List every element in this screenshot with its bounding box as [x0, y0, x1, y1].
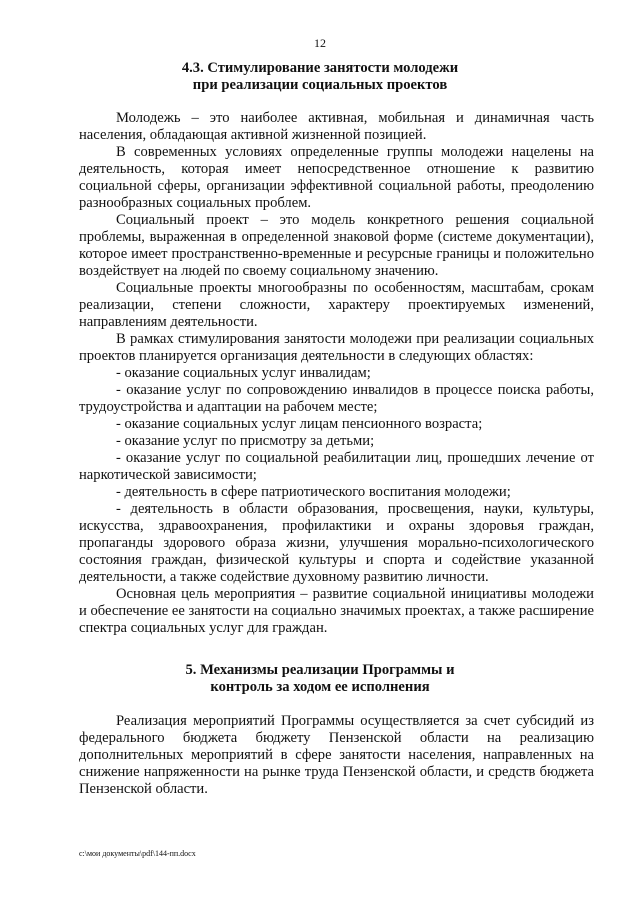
file-path-footer: c:\мои документы\pdf\144-пп.docx [79, 849, 196, 858]
list-item: - оказание социальных услуг лицам пенсионного возраста; [116, 416, 483, 432]
section-heading-4-3 [0, 60, 640, 94]
section-title-line-1: 5. Механизмы реализации Программы и [185, 662, 455, 678]
section-body-5 [79, 713, 594, 798]
paragraph: Реализация мероприятий Программы осуществляется за счет субсидий из федерального бюджета бюджету Пензенской области на реализацию дополнительных мероприятий в сфере занятости населения, направленных на снижение напряженности на рынке труда Пензенской области, и средств бюджета Пензенской области. [79, 713, 594, 797]
page-number: 12 [314, 36, 326, 50]
paragraph: В рамках стимулирования занятости молодежи при реализации социальных проектов планируется организация деятельности в следующих областях: [79, 331, 594, 364]
section-body-4-3 [79, 110, 594, 637]
list-item: - деятельность в области образования, просвещения, науки, культуры, искусства, здравоохранения, профилактики и охраны здоровья граждан, пропаганды здорового образа жизни, улучшения морально-психологического состояния граждан, физической культуры и спорта и содействие указанной деятельности, а также содействие духовному развитию личности. [79, 501, 594, 585]
paragraph: Социальные проекты многообразны по особенностям, масштабам, срокам реализации, степени сложности, характеру проектируемых изменений, направлениям деятельности. [79, 280, 594, 330]
section-title-line-2: контроль за ходом ее исполнения [210, 679, 430, 695]
list-item: - деятельность в сфере патриотического воспитания молодежи; [116, 484, 511, 500]
paragraph: Молодежь – это наиболее активная, мобильная и динамичная часть населения, обладающая активной жизненной позицией. [79, 110, 594, 143]
list-item: - оказание социальных услуг инвалидам; [116, 365, 371, 381]
list-item: - оказание услуг по сопровождению инвалидов в процессе поиска работы, трудоустройства и адаптации на рабочем месте; [79, 382, 594, 415]
paragraph: В современных условиях определенные группы молодежи нацелены на деятельность, которая имеет непосредственное отношение к развитию социальной сферы, организации эффективной социальной работы, преодолению разнообразных социальных проблем. [79, 144, 594, 211]
section-title-line-2: при реализации социальных проектов [192, 77, 448, 93]
section-title-line-1: 4.3. Стимулирование занятости молодежи [181, 60, 459, 76]
list-item: - оказание услуг по присмотру за детьми; [116, 433, 375, 449]
paragraph: Основная цель мероприятия – развитие социальной инициативы молодежи и обеспечение ее занятости на социально значимых проектах, а также расширение спектра социальных услуг для граждан. [79, 586, 594, 636]
paragraph: Социальный проект – это модель конкретного решения социальной проблемы, выраженная в определенной знаковой форме (системе документации), которое имеет пространственно-временные и ресурсные границы и положительно воздействует на людей по своему социальному значению. [79, 212, 594, 279]
section-heading-5 [0, 662, 640, 696]
list-item: - оказание услуг по социальной реабилитации лиц, прошедших лечение от наркотической зависимости; [79, 450, 594, 483]
